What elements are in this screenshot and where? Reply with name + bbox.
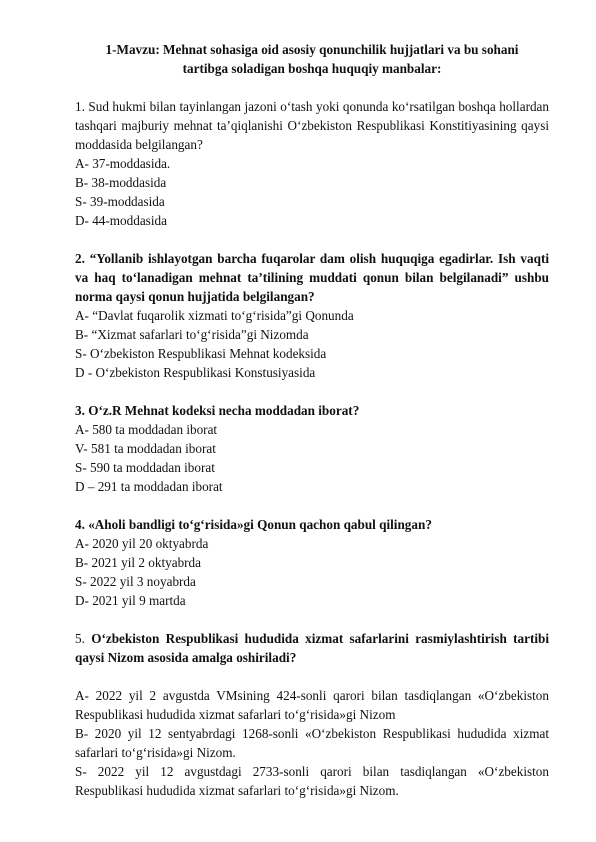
answer-option-d: D- 44-moddasida — [75, 213, 167, 228]
question-4 — [75, 515, 549, 610]
answer-option-s: S- O‘zbekiston Respublikasi Mehnat kodeksida — [75, 346, 327, 361]
answer-option-d: D- 2021 yil 9 martda — [75, 593, 186, 608]
question-text: 3. O‘z.R Mehnat kodeksi necha moddadan iborat? — [75, 403, 360, 418]
question-text: 1. Sud hukmi bilan tayinlangan jazoni o‘tash yoki qonunda ko‘rsatilgan boshqa hollardan tashqari majburiy mehnat ta’qiqlanishi O‘zbekiston Respublikasi Konstitiyasining qaysi moddasida belgilangan? — [75, 99, 549, 152]
document-page — [75, 40, 549, 819]
question-text: 4. «Aholi bandligi to‘g‘risida»gi Qonun qachon qabul qilingan? — [75, 517, 432, 532]
question-2 — [75, 249, 549, 382]
answer-option-b: B- 38-moddasida — [75, 175, 167, 190]
answer-option-b: B- 2021 yil 2 oktyabrda — [75, 555, 201, 570]
answer-option-s: S- 2022 yil 12 avgustdagi 2733-sonli qarori bilan tasdiqlangan «O‘zbekiston Respublikasi hududida xizmat safarlari to‘g‘risida»gi Nizom. — [75, 764, 549, 798]
answer-option-a: A- 2022 yil 2 avgustda VMsining 424-sonli qarori bilan tasdiqlangan «O‘zbekiston Respublikasi hududida xizmat safarlari to‘g‘risida»gi Nizom — [75, 688, 549, 722]
question-text: 2. “Yollanib ishlayotgan barcha fuqarolar dam olish huquqiga egadirlar. Ish vaqti va haq to‘lanadigan mehnat ta’tilining muddati qonun bilan belgilanadi” ushbu norma qaysi qonun hujjatida belgilangan? — [75, 251, 549, 304]
page-title — [75, 40, 549, 78]
question-3 — [75, 401, 549, 496]
answer-option-a: A- “Davlat fuqarolik xizmati to‘g‘risida”gi Qonunda — [75, 308, 354, 323]
question-5 — [75, 629, 549, 800]
answer-option-s: S- 39-moddasida — [75, 194, 165, 209]
answer-option-a: A- 37-moddasida. — [75, 156, 171, 171]
question-body: O‘zbekiston Respublikasi hududida xizmat safarlarini rasmiylashtirish tartibi qaysi Nizom asosida amalga oshiriladi? — [75, 631, 549, 665]
answer-option-b: B- 2020 yil 12 sentyabrdagi 1268-sonli «O‘zbekiston Respublikasi hududida xizmat safarlari to‘g‘risida»gi Nizom. — [75, 726, 549, 760]
answer-option-s: S- 2022 yil 3 noyabrda — [75, 574, 196, 589]
answer-option-d: D - O‘zbekiston Respublikasi Konstusiyasida — [75, 365, 316, 380]
title-line-1: 1-Mavzu: Mehnat sohasiga oid asosiy qonunchilik hujjatlari va bu sohani — [105, 42, 519, 57]
spacer — [75, 667, 549, 686]
question-text — [75, 629, 549, 667]
title-line-2: tartibga soladigan boshqa huquqiy manbalar: — [182, 61, 442, 76]
answer-option-a: A- 2020 yil 20 oktyabrda — [75, 536, 209, 551]
question-1 — [75, 97, 549, 230]
answer-option-v: V- 581 ta moddadan iborat — [75, 441, 216, 456]
answer-option-a: A- 580 ta moddadan iborat — [75, 422, 218, 437]
answer-option-b: B- “Xizmat safarlari to‘g‘risida”gi Nizomda — [75, 327, 309, 342]
answer-option-d: D – 291 ta moddadan iborat — [75, 479, 223, 494]
answer-option-s: S- 590 ta moddadan iborat — [75, 460, 215, 475]
question-number: 5. — [75, 631, 92, 646]
